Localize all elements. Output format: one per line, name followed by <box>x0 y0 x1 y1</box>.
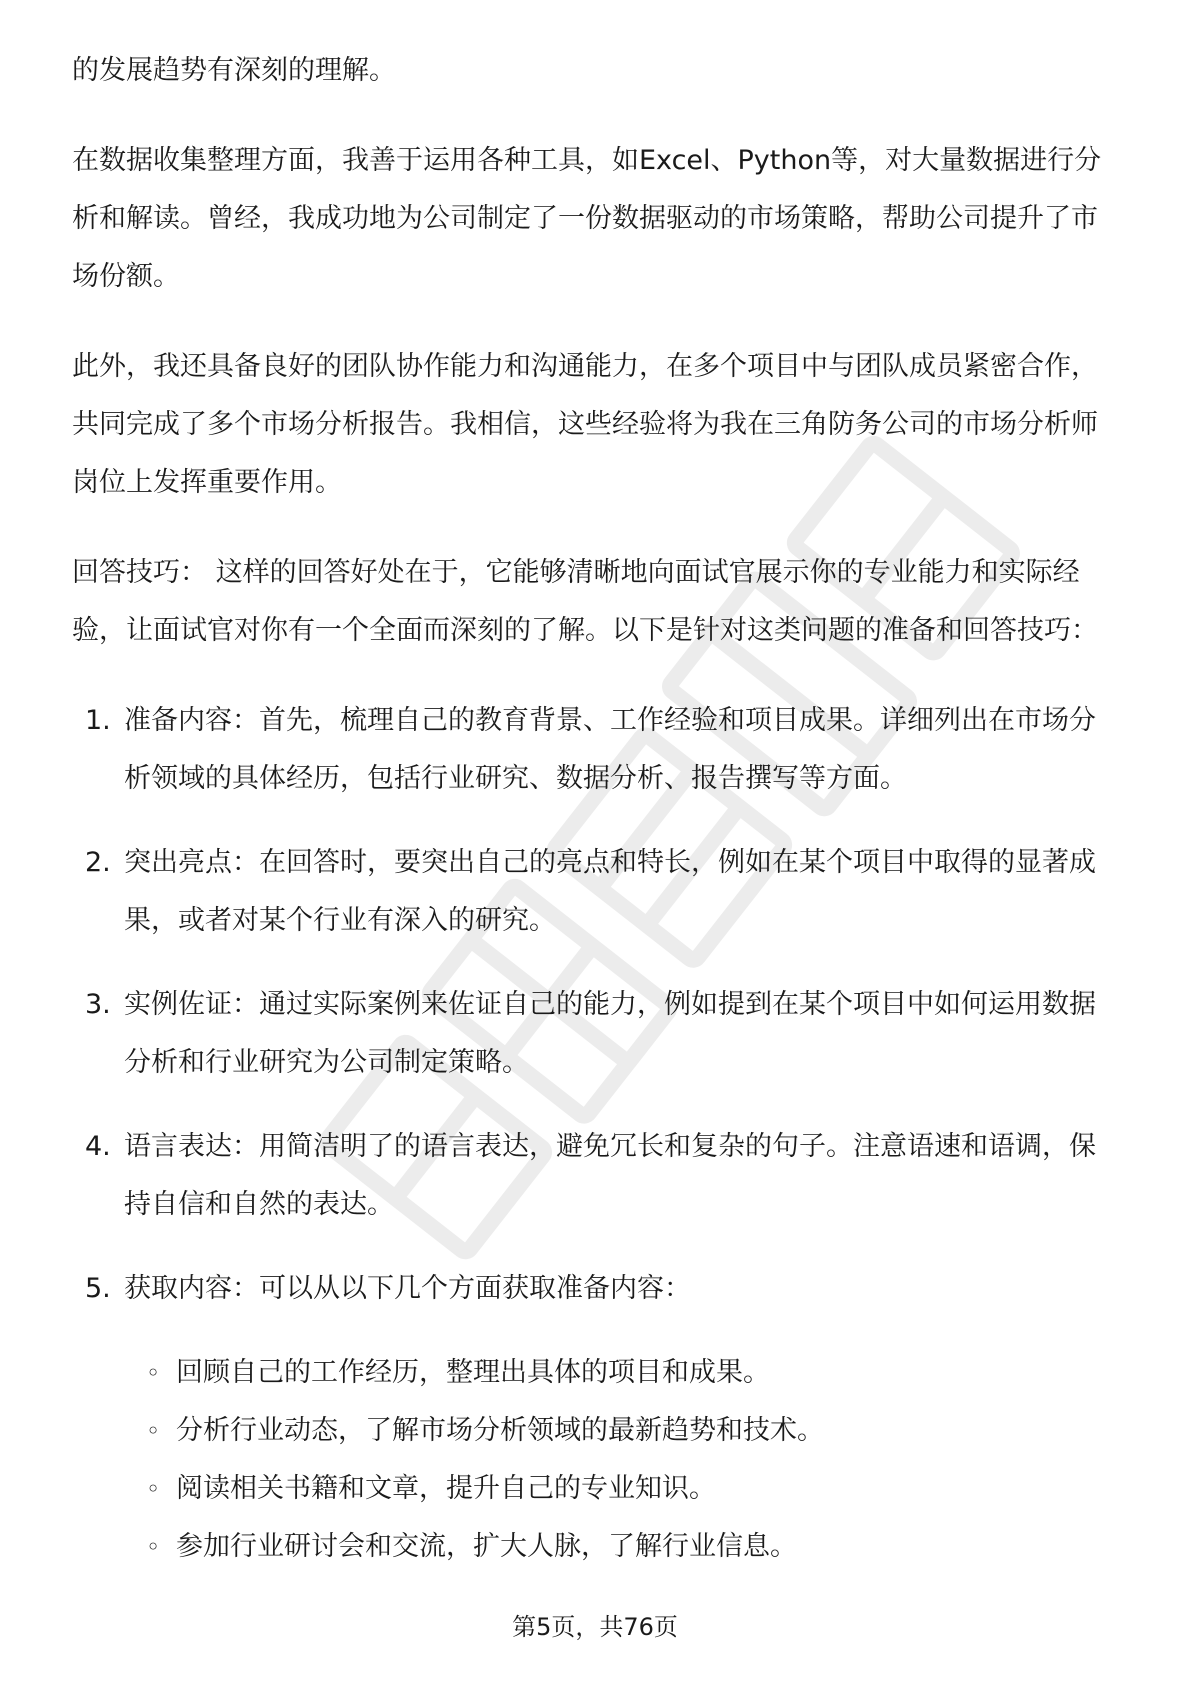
sublist-item-text: 阅读相关书籍和文章，提升自己的专业知识。 <box>176 1473 716 1504</box>
list-item <box>72 692 1118 808</box>
list-item-text: 突出亮点：在回答时，要突出自己的亮点和特长，例如在某个项目中取得的显著成果，或者对某个行业有深入的研究。 <box>124 847 1096 936</box>
list-number: 3. <box>85 989 111 1020</box>
bullet-icon: ◦ <box>146 1359 161 1387</box>
list-item <box>72 976 1118 1092</box>
list-item-text: 获取内容：可以从以下几个方面获取准备内容： <box>124 1273 691 1304</box>
list-item-text: 实例佐证：通过实际案例来佐证自己的能力，例如提到在某个项目中如何运用数据分析和行业研究为公司制定策略。 <box>124 989 1096 1078</box>
list-item <box>72 1260 1118 1576</box>
sources-sublist <box>124 1344 1118 1576</box>
list-item-text: 语言表达：用简洁明了的语言表达，避免冗长和复杂的句子。注意语速和语调，保持自信和自然的表达。 <box>124 1131 1096 1220</box>
list-item <box>72 834 1118 950</box>
list-number: 2. <box>85 847 111 878</box>
sublist-item-text: 参加行业研讨会和交流，扩大人脉，了解行业信息。 <box>176 1531 797 1562</box>
paragraph: 的发展趋势有深刻的理解。 <box>72 55 396 86</box>
page-footer: 第5页，共76页 <box>512 1613 678 1641</box>
tips-list <box>72 692 1118 1576</box>
sublist-item <box>124 1402 1118 1460</box>
paragraph: 此外，我还具备良好的团队协作能力和沟通能力，在多个项目中与团队成员紧密合作，共同完成了多个市场分析报告。我相信，这些经验将为我在三角防务公司的市场分析师岗位上发挥重要作用。 <box>72 351 1098 498</box>
bullet-icon: ◦ <box>146 1475 161 1503</box>
sublist-item <box>124 1460 1118 1518</box>
page-content <box>72 42 1118 1602</box>
list-number: 4. <box>85 1131 111 1162</box>
sublist-item-text: 分析行业动态，了解市场分析领域的最新趋势和技术。 <box>176 1415 824 1446</box>
sublist-item <box>124 1518 1118 1576</box>
answer-tips-intro: 回答技巧： 这样的回答好处在于，它能够清晰地向面试官展示你的专业能力和实际经验，让面试官对你有一个全面而深刻的了解。以下是针对这类问题的准备和回答技巧： <box>72 557 1098 646</box>
bullet-icon: ◦ <box>146 1533 161 1561</box>
list-number: 5. <box>85 1273 111 1304</box>
bullet-icon: ◦ <box>146 1417 161 1445</box>
paragraph: 在数据收集整理方面，我善于运用各种工具，如Excel、Python等，对大量数据进行分析和解读。曾经，我成功地为公司制定了一份数据驱动的市场策略，帮助公司提升了市场份额。 <box>72 145 1102 292</box>
sublist-item-text: 回顾自己的工作经历，整理出具体的项目和成果。 <box>176 1357 770 1388</box>
list-item-text: 准备内容：首先，梳理自己的教育背景、工作经验和项目成果。详细列出在市场分析领域的具体经历，包括行业研究、数据分析、报告撰写等方面。 <box>124 705 1096 794</box>
sublist-item <box>124 1344 1118 1402</box>
list-number: 1. <box>85 705 111 736</box>
list-item <box>72 1118 1118 1234</box>
